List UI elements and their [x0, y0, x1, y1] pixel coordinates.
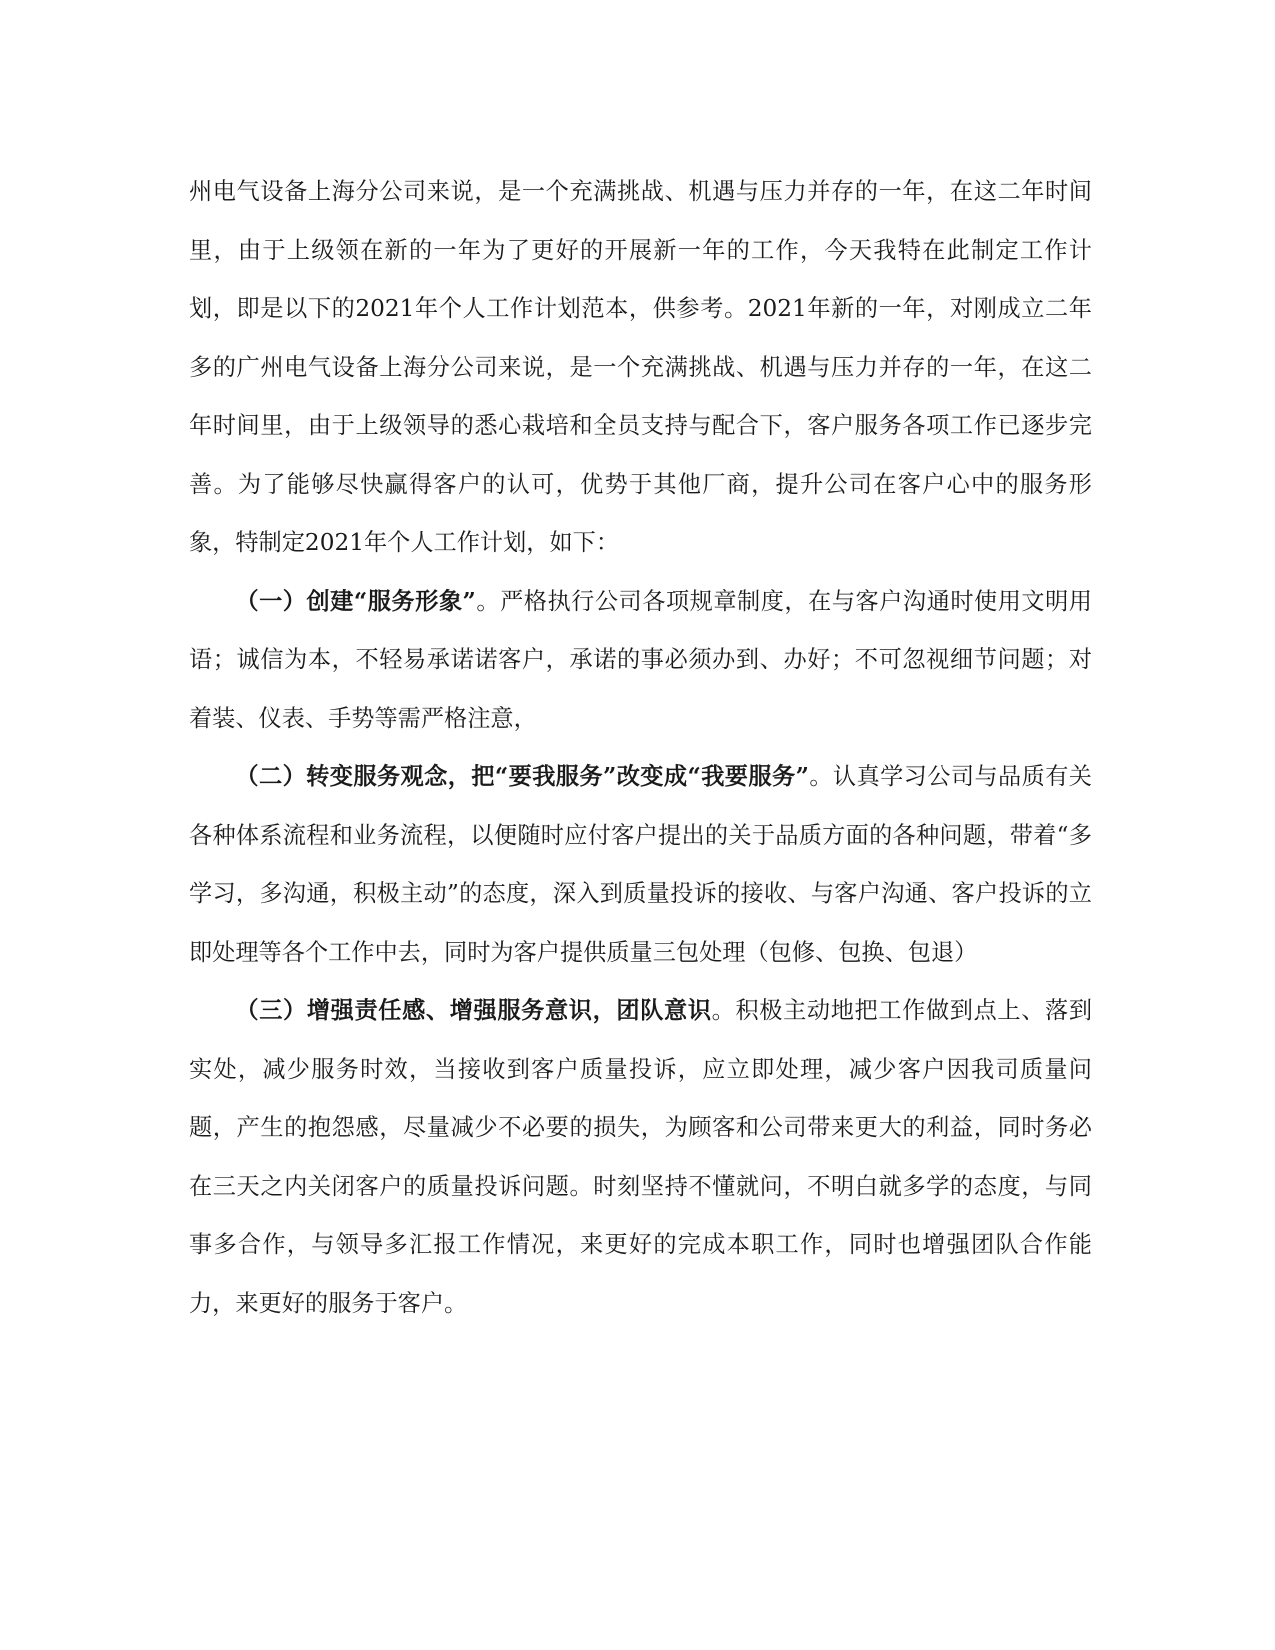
section-1-paragraph: [189, 573, 1092, 749]
intro-paragraph: [189, 163, 1092, 573]
section-2-heading: （二）转变服务观念，把“要我服务”改变成“我要服务”: [235, 763, 809, 790]
section-1-text: 。严格执行公司各项规章制度，在与客户沟通时使用文明用语；诚信为本，不轻易承诺诺客户，承诺的事必须办到、办好；不可忽视细节问题；对着装、仪表、手势等需严格注意，: [189, 587, 1092, 732]
document-body: [189, 163, 1092, 1333]
section-3-text: 。积极主动地把工作做到点上、落到实处，减少服务时效，当接收到客户质量投诉，应立即处理，减少客户因我司质量问题，产生的抱怨感，尽量减少不必要的损失，为顾客和公司带来更大的利益，同时务必在三天之内关闭客户的质量投诉问题。时刻坚持不懂就问，不明白就多学的态度，与同事多合作，与领导多汇报工作情况，来更好的完成本职工作，同时也增强团队合作能力，来更好的服务于客户。: [189, 997, 1093, 1317]
section-2-paragraph: [189, 748, 1092, 982]
section-1-heading: （一）创建“服务形象”: [235, 587, 476, 615]
section-3-heading: （三）增强责任感、增强服务意识，团队意识: [235, 997, 712, 1024]
intro-text: 州电气设备上海分公司来说，是一个充满挑战、机遇与压力并存的一年，在这二年时间里，由于上级领在新的一年为了更好的开展新一年的工作，今天我特在此制定工作计划，即是以下的2021年个人工作计划范本，供参考。2021年新的一年，对刚成立二年多的广州电气设备上海分公司来说，是一个充满挑战、机遇与压力并存的一年，在这二年时间里，由于上级领导的悉心栽培和全员支持与配合下，客户服务各项工作已逐步完善。为了能够尽快赢得客户的认可，优势于其他厂商，提升公司在客户心中的服务形象，特制定2021年个人工作计划，如下：: [189, 178, 1092, 556]
section-3-paragraph: [189, 982, 1092, 1333]
section-2-text: 。认真学习公司与品质有关各种体系流程和业务流程，以便随时应付客户提出的关于品质方面的各种问题，带着“多学习，多沟通，积极主动”的态度，深入到质量投诉的接收、与客户沟通、客户投诉的立即处理等各个工作中去，同时为客户提供质量三包处理（包修、包换、包退）: [189, 763, 1092, 966]
